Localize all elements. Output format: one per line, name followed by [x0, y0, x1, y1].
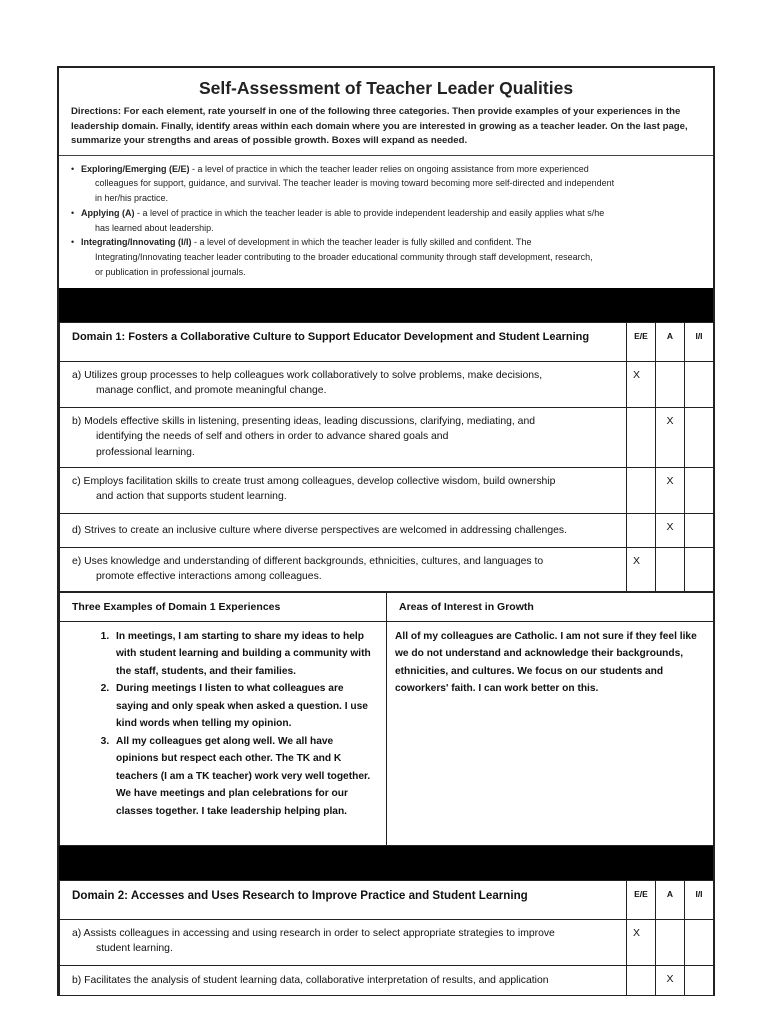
col-header-ee: E/E — [627, 880, 656, 919]
rating-cell-ee[interactable] — [627, 467, 656, 513]
element-row — [60, 513, 714, 547]
category-integrating — [71, 235, 703, 279]
reflection-header-row — [60, 592, 714, 621]
section-divider — [59, 846, 713, 880]
reflection-body-row — [60, 621, 714, 845]
example-item: 3. All my colleagues get along well. We all have opinions but respect each other. The TK and K teachers (I am a TK teacher) work very well together. We have meetings and plan celebrations for our classes together. I take leadership helping plan. — [112, 733, 378, 821]
element-row — [60, 361, 714, 407]
rating-cell-ee[interactable] — [627, 407, 656, 467]
col-header-ii: I/I — [685, 880, 714, 919]
rating-cell-a[interactable] — [656, 919, 685, 965]
domain2-title: Domain 2: Accesses and Uses Research to Improve Practice and Student Learning — [60, 880, 627, 919]
rating-cell-ii[interactable] — [685, 407, 714, 467]
rating-cell-ee[interactable] — [627, 965, 656, 995]
examples-list-cell[interactable] — [60, 621, 387, 845]
element-row — [60, 547, 714, 591]
category-definition-cont: or publication in professional journals. — [95, 267, 246, 278]
examples-list — [68, 628, 378, 821]
rating-cell-ee[interactable]: X — [627, 361, 656, 407]
rating-cell-a[interactable]: X — [656, 965, 685, 995]
examples-header: Three Examples of Domain 1 Experiences — [60, 592, 387, 621]
element-row — [60, 467, 714, 513]
category-definition: - a level of practice in which the teacher leader relies on ongoing assistance from more experienced — [189, 163, 589, 174]
rating-cell-a[interactable] — [656, 547, 685, 591]
example-item: 1. In meetings, I am starting to share my ideas to help with student learning and building a community with the staff, students, and their families. — [112, 628, 378, 681]
rating-cell-ii[interactable] — [685, 467, 714, 513]
category-exploring — [71, 162, 703, 206]
category-term: Integrating/Innovating (I/I) — [81, 237, 192, 248]
domain2-header-row — [60, 880, 714, 919]
domain1-header-row — [60, 322, 714, 361]
bullet-icon: • — [71, 207, 75, 218]
col-header-ee: E/E — [627, 322, 656, 361]
rating-cell-ii[interactable] — [685, 965, 714, 995]
rating-cell-a[interactable] — [656, 361, 685, 407]
category-term: Applying (A) — [81, 207, 135, 218]
rating-cell-ee[interactable]: X — [627, 919, 656, 965]
element-text: d) Strives to create an inclusive culture where diverse perspectives are welcomed in addressing challenges. — [60, 513, 627, 547]
rating-cell-a[interactable]: X — [656, 513, 685, 547]
rating-cell-ii[interactable] — [685, 361, 714, 407]
section-divider — [59, 288, 713, 322]
col-header-a: A — [656, 880, 685, 919]
element-text: c) Employs facilitation skills to create trust among colleagues, develop collective wisdom, build ownership and action that supports student learning. — [60, 467, 627, 513]
element-row — [60, 919, 714, 965]
category-definitions — [59, 156, 713, 288]
assessment-form — [57, 66, 715, 996]
element-text: a) Assists colleagues in accessing and using research in order to select appropriate strategies to improve student learning. — [60, 919, 627, 965]
category-definition-cont: in her/his practice. — [95, 193, 169, 204]
rating-cell-ii[interactable] — [685, 513, 714, 547]
domain2-rating-table — [59, 880, 714, 996]
element-row — [60, 965, 714, 995]
rating-cell-a[interactable]: X — [656, 467, 685, 513]
category-definition: - a level of practice in which the teacher leader is able to provide independent leadership and easily applies what s/he — [134, 207, 605, 218]
growth-text[interactable]: All of my colleagues are Catholic. I am not sure if they feel like we do not understand and acknowledge their backgrounds, ethnicities, and cultures. We focus on our students and coworkers' faith. I can work better on this. — [387, 621, 714, 845]
element-text: b) Models effective skills in listening, presenting ideas, leading discussions, clarifying, mediating, and identifying the needs of self and others in order to advance shared goals and professional learning. — [60, 407, 627, 467]
rating-cell-ee[interactable] — [627, 513, 656, 547]
category-definition-cont: colleagues for support, guidance, and survival. The teacher leader is moving toward becoming more self-directed and independent — [95, 178, 615, 189]
domain1-title: Domain 1: Fosters a Collaborative Culture to Support Educator Development and Student Learning — [60, 322, 627, 361]
category-definition: - a level of development in which the teacher leader is fully skilled and confident. The — [191, 237, 532, 248]
category-definition-cont: has learned about leadership. — [95, 222, 214, 233]
bullet-icon: • — [71, 163, 75, 174]
domain1-reflection-table — [59, 592, 714, 846]
example-item: 2. During meetings I listen to what colleagues are saying and only speak when asked a question. I use kind words when telling my opinion. — [112, 680, 378, 733]
form-header — [59, 68, 713, 156]
page-title: Self-Assessment of Teacher Leader Qualities — [198, 78, 574, 98]
element-text: a) Utilizes group processes to help colleagues work collaboratively to solve problems, make decisions, manage conflict, and promote meaningful change. — [60, 361, 627, 407]
category-term: Exploring/Emerging (E/E) — [81, 163, 190, 174]
domain1-rating-table — [59, 322, 714, 592]
element-text: e) Uses knowledge and understanding of different backgrounds, ethnicities, cultures, and languages to promote effective interactions among colleagues. — [60, 547, 627, 591]
col-header-a: A — [656, 322, 685, 361]
rating-cell-a[interactable]: X — [656, 407, 685, 467]
element-row — [60, 407, 714, 467]
rating-cell-ee[interactable]: X — [627, 547, 656, 591]
category-applying — [71, 206, 703, 236]
growth-header: Areas of Interest in Growth — [387, 592, 714, 621]
rating-cell-ii[interactable] — [685, 547, 714, 591]
directions-text: Directions: For each element, rate yourself in one of the following three categories. Then provide examples of your experiences in the leadership domain. Finally, identify areas within each domain where you are interested in growing as a teacher leader. On the last page, summarize your strengths and areas of possible growth. Boxes will expand as needed. — [71, 106, 688, 146]
col-header-ii: I/I — [685, 322, 714, 361]
element-text: b) Facilitates the analysis of student learning data, collaborative interpretation of results, and application — [60, 965, 627, 995]
rating-cell-ii[interactable] — [685, 919, 714, 965]
bullet-icon: • — [71, 237, 75, 248]
category-definition-cont: Integrating/Innovating teacher leader contributing to the broader educational community through staff development, research, — [95, 252, 593, 263]
